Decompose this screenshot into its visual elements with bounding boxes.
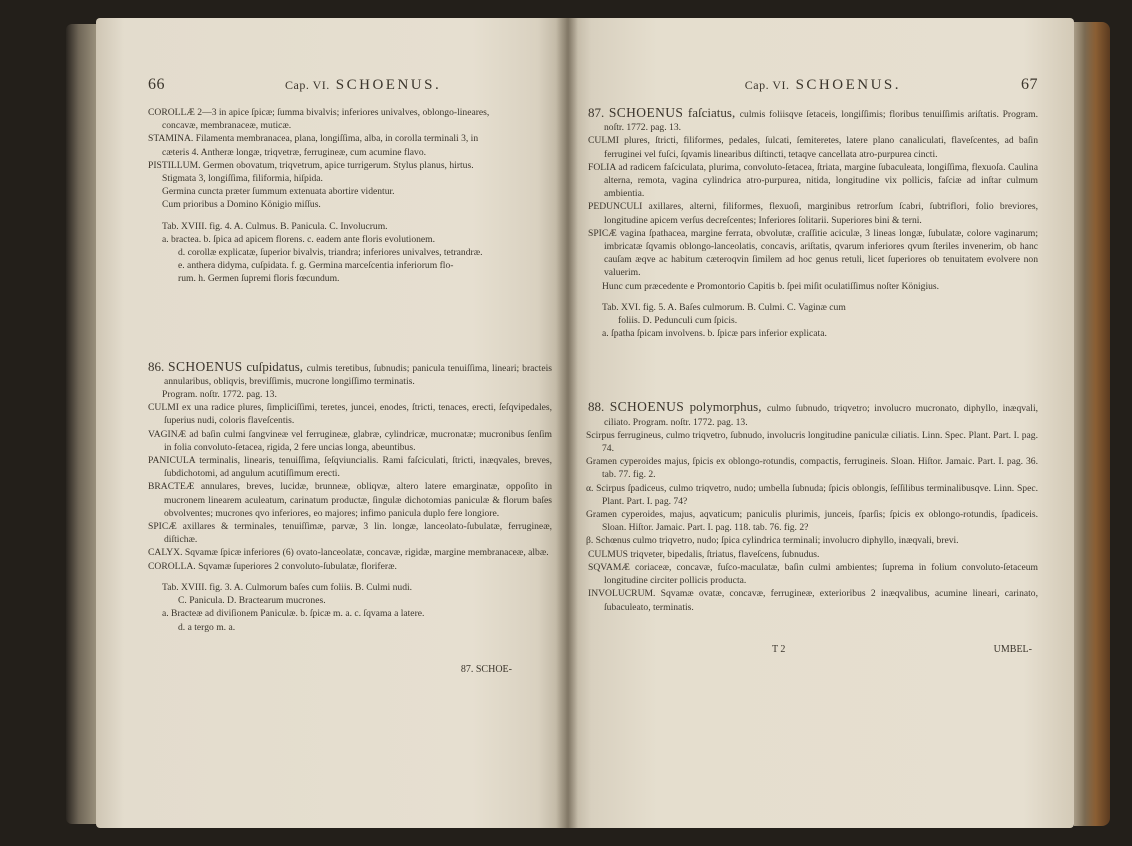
text-line: CULMI ex una radice plures, ſimpliciſſimi, teretes, juncei, enodes, ſtricti, tenaces, erecti, ſeſqvipedales, ſuperius nudi, coloris flaveſcentis. xyxy=(148,402,552,427)
running-head-right xyxy=(588,76,1038,98)
signature-mark: T 2 xyxy=(772,643,786,655)
plate-line: Tab. XVIII. fig. 3. A. Culmorum baſes cum foliis. B. Culmi nudi. xyxy=(162,581,413,593)
text-line: FOLIA ad radicem faſciculata, plurima, convoluto-ſetacea, ſtriata, margine ſubaculeata, longiſſima, flexuoſa. Caulina alterna, remota, vagina cylindrica atro-purpurea, nitida, longitudine vix pollicis, faſciæ ad inſtar culmum ambientia. xyxy=(588,161,1038,200)
species-87-entry xyxy=(588,106,1038,134)
text-line: CULMUS triqveter, bipedalis, ſtriatus, flaveſcens, ſubnudus. xyxy=(588,548,820,560)
plate-line: foliis. D. Pedunculi cum ſpicis. xyxy=(618,315,738,327)
species-diagnosis: culmis teretibus, ſubnudis; panicula tenuiſſima, lineari; bracteis annularibus, obliqvis, breviſſimis, mucrone longiſſimo terminatis. xyxy=(164,362,552,387)
species-heading: 87. SCHOENUS faſciatus, xyxy=(588,105,740,120)
synonym-line: Gramen cyperoides, majus, aqvaticum; paniculis plurimis, junceis, ſparſis; ſpicis ex oblongo-rotundis, ſpadiceis. Sloan. Hiſtor. Jamaic. Part. I. pag. 118. tab. 76. fig. 2? xyxy=(586,509,1038,534)
chapter-label: Cap. VI. xyxy=(285,78,330,92)
text-line: CALYX. Sqvamæ ſpicæ inferiores (6) ovato-lanceolatæ, concavæ, rigidæ, margine membranaceæ, albæ. xyxy=(148,547,549,559)
text-line: BRACTEÆ annulares, breves, lucidæ, brunneæ, obliqvæ, altero latere emarginatæ, oppoſito in mucronem linearem aculeatum, carinatum productæ, ſingulæ dichotomias paniculæ & florum baſes obvolventes; mucrones qvo inferiores, eo majores; infimo panicula duplo fere longiore. xyxy=(148,481,552,519)
text-line: SQVAMÆ coriaceæ, concavæ, fuſco-maculatæ, baſin culmi ambientes; ſuprema in folium convoluto-ſetaceum longitudine circiter pollicis producta. xyxy=(588,561,1038,587)
catchword-left xyxy=(148,664,552,675)
text-line: Program. noſtr. 1772. pag. 13. xyxy=(162,389,277,401)
left-text-block xyxy=(148,106,552,634)
text-line: SPICÆ axillares & terminales, tenuiſſimæ, parvæ, 3 lin. longæ, lanceolato-ſubulatæ, ferrugineæ, diſtichæ. xyxy=(148,521,552,546)
plate-line: a. bractea. b. ſpica ad apicem florens. c. eadem ante floris evolutionem. xyxy=(162,233,436,245)
species-diagnosis: culmo ſubnudo, triqvetro; involucro mucronato, diphyllo, inæqvali, ciliato. Program. noſtr. 1772. pag. 13. xyxy=(604,403,1039,428)
plate-line: a. ſpatha ſpicam involvens. b. ſpicæ pars inferior explicata. xyxy=(602,328,827,340)
right-cover-edge xyxy=(1074,22,1110,826)
species-heading: 86. SCHOENUS cuſpidatus, xyxy=(148,358,307,374)
source-line: Hunc cum præcedente e Promontorio Capitis b. ſpei miſit oculatiſſimus noſter Königius. xyxy=(602,280,940,292)
text-line: concavæ, membranaceæ, muticæ. xyxy=(162,120,292,132)
synonym-line: β. Schœnus culmo triqvetro, nudo; ſpica cylindrica terminali; involucro diphyllo, inæqvali, brevi. xyxy=(586,535,959,547)
genus-title: SCHOENUS. xyxy=(335,77,442,93)
running-head-left xyxy=(148,76,552,98)
text-line: PANICULA terminalis, linearis, tenuiſſima, ſeſqviuncialis. Rami faſciculati, ſtricti, inæqvales, breves, ſubdichotomi, ad angulum acutiſſimum erecti. xyxy=(148,455,552,480)
text-line: VAGINÆ ad baſin culmi ſangvineæ vel ferrugineæ, glabræ, cylindricæ, mucronatæ; mucronibus ſenſim in folia convoluto-ſetacea, rigida, 2 fere uncias longa, abeuntibus. xyxy=(148,428,552,453)
plate-line: rum. h. Germen ſupremi floris fœcundum. xyxy=(178,273,340,285)
left-cover-edge xyxy=(66,24,98,824)
text-line: PISTILLUM. Germen obovatum, triqvetrum, apice turrigerum. Stylus planus, hirtus. xyxy=(148,159,474,171)
plate-line: Tab. XVIII. fig. 4. A. Culmus. B. Panicula. C. Involucrum. xyxy=(162,220,388,232)
plate-line: d. corollæ explicatæ, ſuperior bivalvis, triandra; inferiores univalves, tetrandræ. xyxy=(178,247,483,259)
left-page xyxy=(96,18,566,828)
footer-right xyxy=(588,644,1038,655)
synonym-line: Gramen cyperoides majus, ſpicis ex oblongo-rotundis, compactis, ferrugineis. Sloan. Hiſtor. Jamaic. Part. I. pag. 36. tab. 77. fig. 2. xyxy=(586,456,1038,481)
chapter-label: Cap. VI. xyxy=(744,78,790,92)
right-page xyxy=(566,18,1074,828)
right-text-block xyxy=(588,106,1038,614)
text-line: STAMINA. Filamenta membranacea, plana, longiſſima, alba, in corolla terminali 3, in xyxy=(148,133,479,145)
synonym-line: α. Scirpus ſpadiceus, culmo triqvetro, nudo; umbella ſubnuda; ſpicis oblongis, ſeſſilibus terminalibusqve. Linn. Spec. Plant. Part. I. pag. 74? xyxy=(586,482,1038,507)
plate-line: C. Panicula. D. Bractearum mucrones. xyxy=(178,595,326,607)
plate-line: Tab. XVI. fig. 5. A. Baſes culmorum. B. Culmi. C. Vaginæ cum xyxy=(602,301,846,313)
text-line: COROLLÆ 2—3 in apice ſpicæ; ſumma bivalvis; inferiores univalves, oblongo-lineares, xyxy=(148,107,490,118)
text-line: SPICÆ vagina ſpathacea, margine ferrata, obvolutæ, craſſitie aciculæ, 3 lineas longæ, ſubulatæ, colore vaginarum; imbricatæ ſqvamis oblongo-lanceolatis, concavis, ariſtatis, qvarum inferiores qvum ſteriles invenerim, ob hanc cauſam æqve ac habitum cæteroqvin ſimilem ad hoc genus retuli, licet ſuperiores ob tenuitatem evolvere non valuerim. xyxy=(588,227,1038,279)
plate-line: d. a tergo m. a. xyxy=(178,621,236,633)
plate-line: e. anthera didyma, cuſpidata. f. g. Germina marceſcentia inferiorum flo- xyxy=(178,260,454,272)
text-line: cæteris 4. Antheræ longæ, triqvetræ, ferrugineæ, cum acumine flavo. xyxy=(162,146,427,158)
species-heading: 88. SCHOENUS polymorphus, xyxy=(588,399,767,415)
text-line: Stigmata 3, longiſſima, filiformia, hiſpida. xyxy=(162,173,323,185)
catchword: 87. SCHOE- xyxy=(460,663,512,675)
page-number: 66 xyxy=(148,76,165,93)
text-line: Cum prioribus a Domino Königio miſſus. xyxy=(162,199,321,211)
species-diagnosis: culmis foliisqve ſetaceis, longiſſimis; floribus tenuiſſimis ariſtatis. Program. noſtr. 1772. pag. 13. xyxy=(604,109,1039,134)
page-number: 67 xyxy=(1021,76,1038,93)
text-line: CULMI plures, ſtricti, filiformes, pedales, ſulcati, ſemiteretes, latere plano canaliculati, flaveſcentes, ad baſin ferruginei vel fuſci, ſqvamis linearibus diſtincti, tetaqve cancellata atro-purpurea cincti. xyxy=(588,135,1038,160)
species-86-entry xyxy=(148,360,552,388)
synonym-line: Scirpus ferrugineus, culmo triqvetro, ſubnudo, involucris longitudine paniculæ ciliatis. Linn. Spec. Plant. Part. I. pag. 74. xyxy=(586,429,1038,455)
text-line: Germina cuncta præter ſummum extenuata abortire videntur. xyxy=(162,186,395,198)
species-88-entry xyxy=(588,400,1038,428)
text-line: COROLLA. Sqvamæ ſuperiores 2 convoluto-ſubulatæ, floriferæ. xyxy=(148,560,397,572)
catchword: UMBEL- xyxy=(993,643,1032,655)
plate-line: a. Bracteæ ad diviſionem Paniculæ. b. ſpicæ m. a. c. ſqvama a latere. xyxy=(162,608,425,620)
text-line: PEDUNCULI axillares, alterni, filiformes, flexuoſi, marginibus retrorſum ſcabri, ſubtriflori, folio breviores, longitudine apicem verſus decreſcentes; Inferiores ſolitarii. Superiores bini & terni. xyxy=(588,201,1038,226)
text-line: INVOLUCRUM. Sqvamæ ovatæ, concavæ, ferrugineæ, exterioribus 2 inæqvalibus, acumine lineari, carinato, ſubaculeato, terminatis. xyxy=(588,588,1038,613)
genus-title: SCHOENUS. xyxy=(795,77,901,93)
